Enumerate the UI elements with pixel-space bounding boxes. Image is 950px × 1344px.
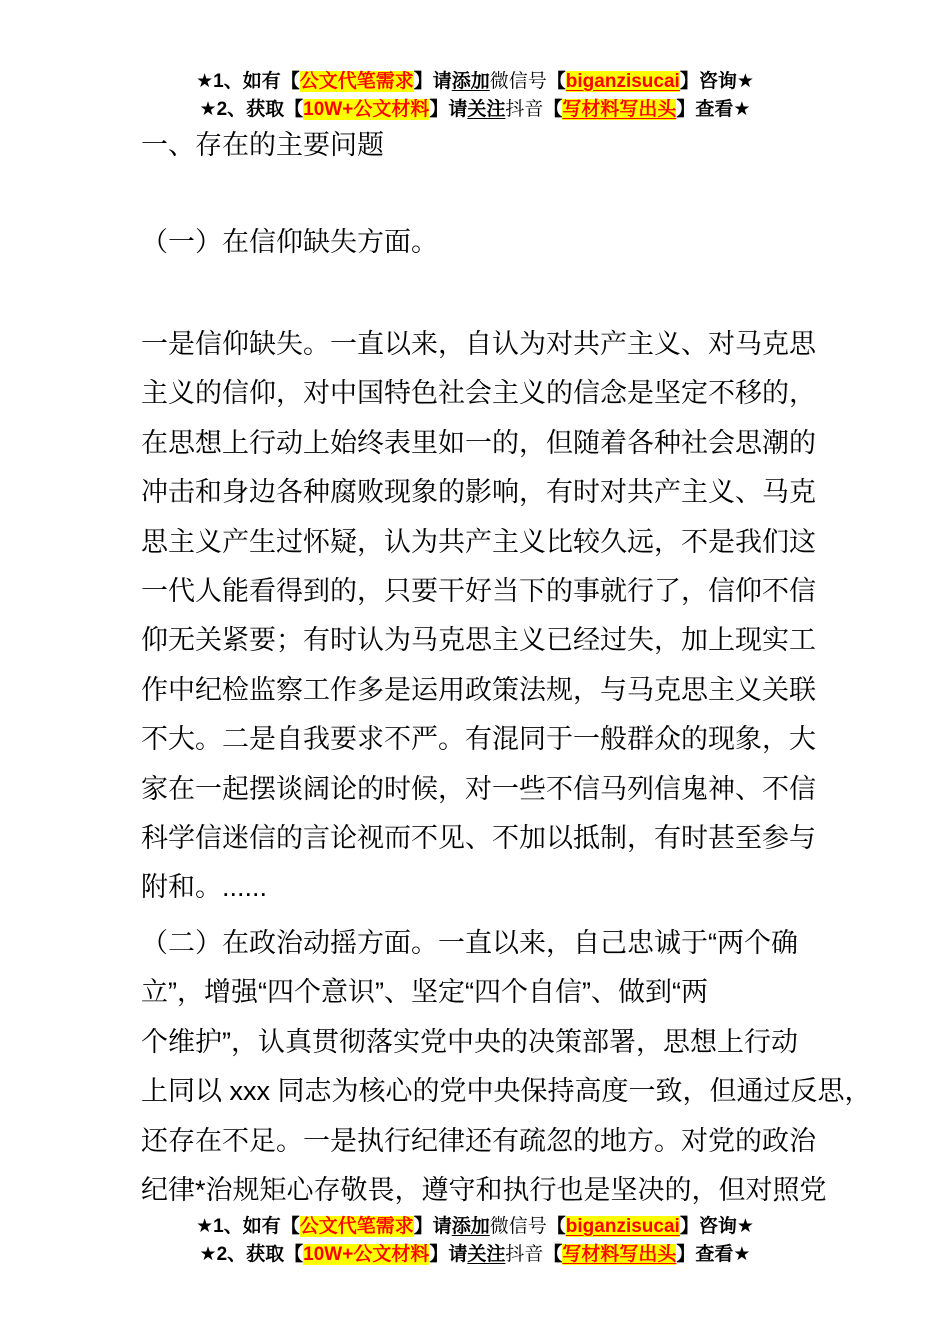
promo-bracket-open: 【: [543, 99, 563, 120]
paragraph-line: 个维护”，认真贯彻落实党中央的决策部署，思想上行动: [141, 1026, 798, 1057]
promo-wechat-id: biganzisucai: [565, 1216, 680, 1237]
paragraph-line: 上同以 xxx 同志为核心的党中央保持高度一致，但通过反思，: [141, 1076, 872, 1107]
paragraph-line: 冲击和身边各种腐败现象的影响，有时对共产主义、马克: [141, 477, 816, 508]
paragraph-line: 仰无关紧要；有时认为马克思主义已经过失，加上现实工: [141, 625, 816, 656]
promo-material-highlight: 10W+公文材料: [303, 1244, 430, 1265]
promo-suffix: 】咨询★: [679, 71, 754, 92]
promo-footer-line-2: [0, 1241, 950, 1269]
paragraph-line: 作中纪检监察工作多是运用政策法规，与马克思主义关联: [141, 674, 816, 705]
paragraph-line: 主义的信仰，对中国特色社会主义的信念是坚定不移的，: [141, 378, 816, 409]
promo-footer: [0, 1213, 950, 1269]
paragraph-line: 在思想上行动上始终表里如一的，但随着各种社会思潮的: [141, 427, 816, 458]
promo-suffix: 】查看★: [676, 99, 751, 120]
promo-suffix: 】查看★: [676, 1244, 751, 1265]
promo-bracket-text: 】请: [429, 99, 468, 120]
paragraph-2: [141, 919, 872, 1215]
paragraph-line: 科学信迷信的言论视而不见、不加以抵制，有时甚至参与: [141, 823, 816, 854]
paragraph-line: 立”，增强“四个意识”、坚定“四个自信”、做到“两: [141, 977, 708, 1008]
paragraph-line: 不大。二是自我要求不严。有混同于一般群众的现象，大: [141, 724, 816, 755]
promo-douyin-label: 抖音: [505, 1244, 544, 1265]
promo-bracket-open: 【: [546, 1216, 566, 1237]
promo-wechat-id: biganzisucai: [565, 71, 680, 92]
promo-bracket-open: 【: [543, 1244, 563, 1265]
paragraph-line: 纪律*治规矩心存敬畏，遵守和执行也是坚决的，但对照党: [141, 1175, 827, 1206]
promo-service-highlight: 公文代笔需求: [299, 71, 414, 92]
paragraph-line: 还存在不足。一是执行纪律还有疏忽的地方。对党的政治: [141, 1125, 816, 1156]
paragraph-line: 一是信仰缺失。一直以来，自认为对共产主义、对马克思: [141, 329, 816, 359]
section-heading: 一、存在的主要问题: [141, 130, 384, 160]
promo-wechat-label: 微信号: [489, 1216, 547, 1237]
promo-bracket-open: 【: [546, 71, 566, 92]
promo-wechat-label: 微信号: [489, 71, 547, 92]
paragraph-line: 思主义产生过怀疑，认为共产主义比较久远，不是我们这: [141, 526, 816, 557]
paragraph-1: [141, 320, 841, 913]
promo-bracket-text: 】请: [413, 1216, 452, 1237]
promo-bracket-text: 】请: [429, 1244, 468, 1265]
paragraph-line: （二）在政治动摇方面。一直以来，自己忠诚于“两个确: [141, 928, 798, 958]
promo-bracket-text: 】请: [413, 71, 452, 92]
promo-add-underlined: 添加: [451, 1216, 490, 1237]
promo-prefix: ★2、获取【: [199, 1244, 304, 1265]
promo-follow-underlined: 关注: [467, 99, 506, 120]
paragraph-line: 附和。......: [141, 872, 268, 903]
promo-prefix: ★1、如有【: [196, 71, 300, 92]
promo-add-underlined: 添加: [451, 71, 490, 92]
promo-header-line-1: [0, 68, 950, 96]
promo-suffix: 】咨询★: [679, 1216, 754, 1237]
promo-prefix: ★2、获取【: [199, 99, 304, 120]
promo-prefix: ★1、如有【: [196, 1216, 300, 1237]
promo-douyin-id: 写材料写出头: [562, 99, 677, 120]
promo-header: [0, 68, 950, 124]
paragraph-line: 家在一起摆谈阔论的时候，对一些不信马列信鬼神、不信: [141, 773, 816, 804]
subsection-heading: （一）在信仰缺失方面。: [141, 227, 438, 257]
paragraph-line: 一代人能看得到的，只要干好当下的事就行了，信仰不信: [141, 576, 816, 607]
promo-header-line-2: [0, 96, 950, 124]
promo-follow-underlined: 关注: [467, 1244, 506, 1265]
promo-service-highlight: 公文代笔需求: [299, 1216, 414, 1237]
promo-material-highlight: 10W+公文材料: [303, 99, 430, 120]
promo-footer-line-1: [0, 1213, 950, 1241]
promo-douyin-label: 抖音: [505, 99, 544, 120]
promo-douyin-id: 写材料写出头: [562, 1244, 677, 1265]
